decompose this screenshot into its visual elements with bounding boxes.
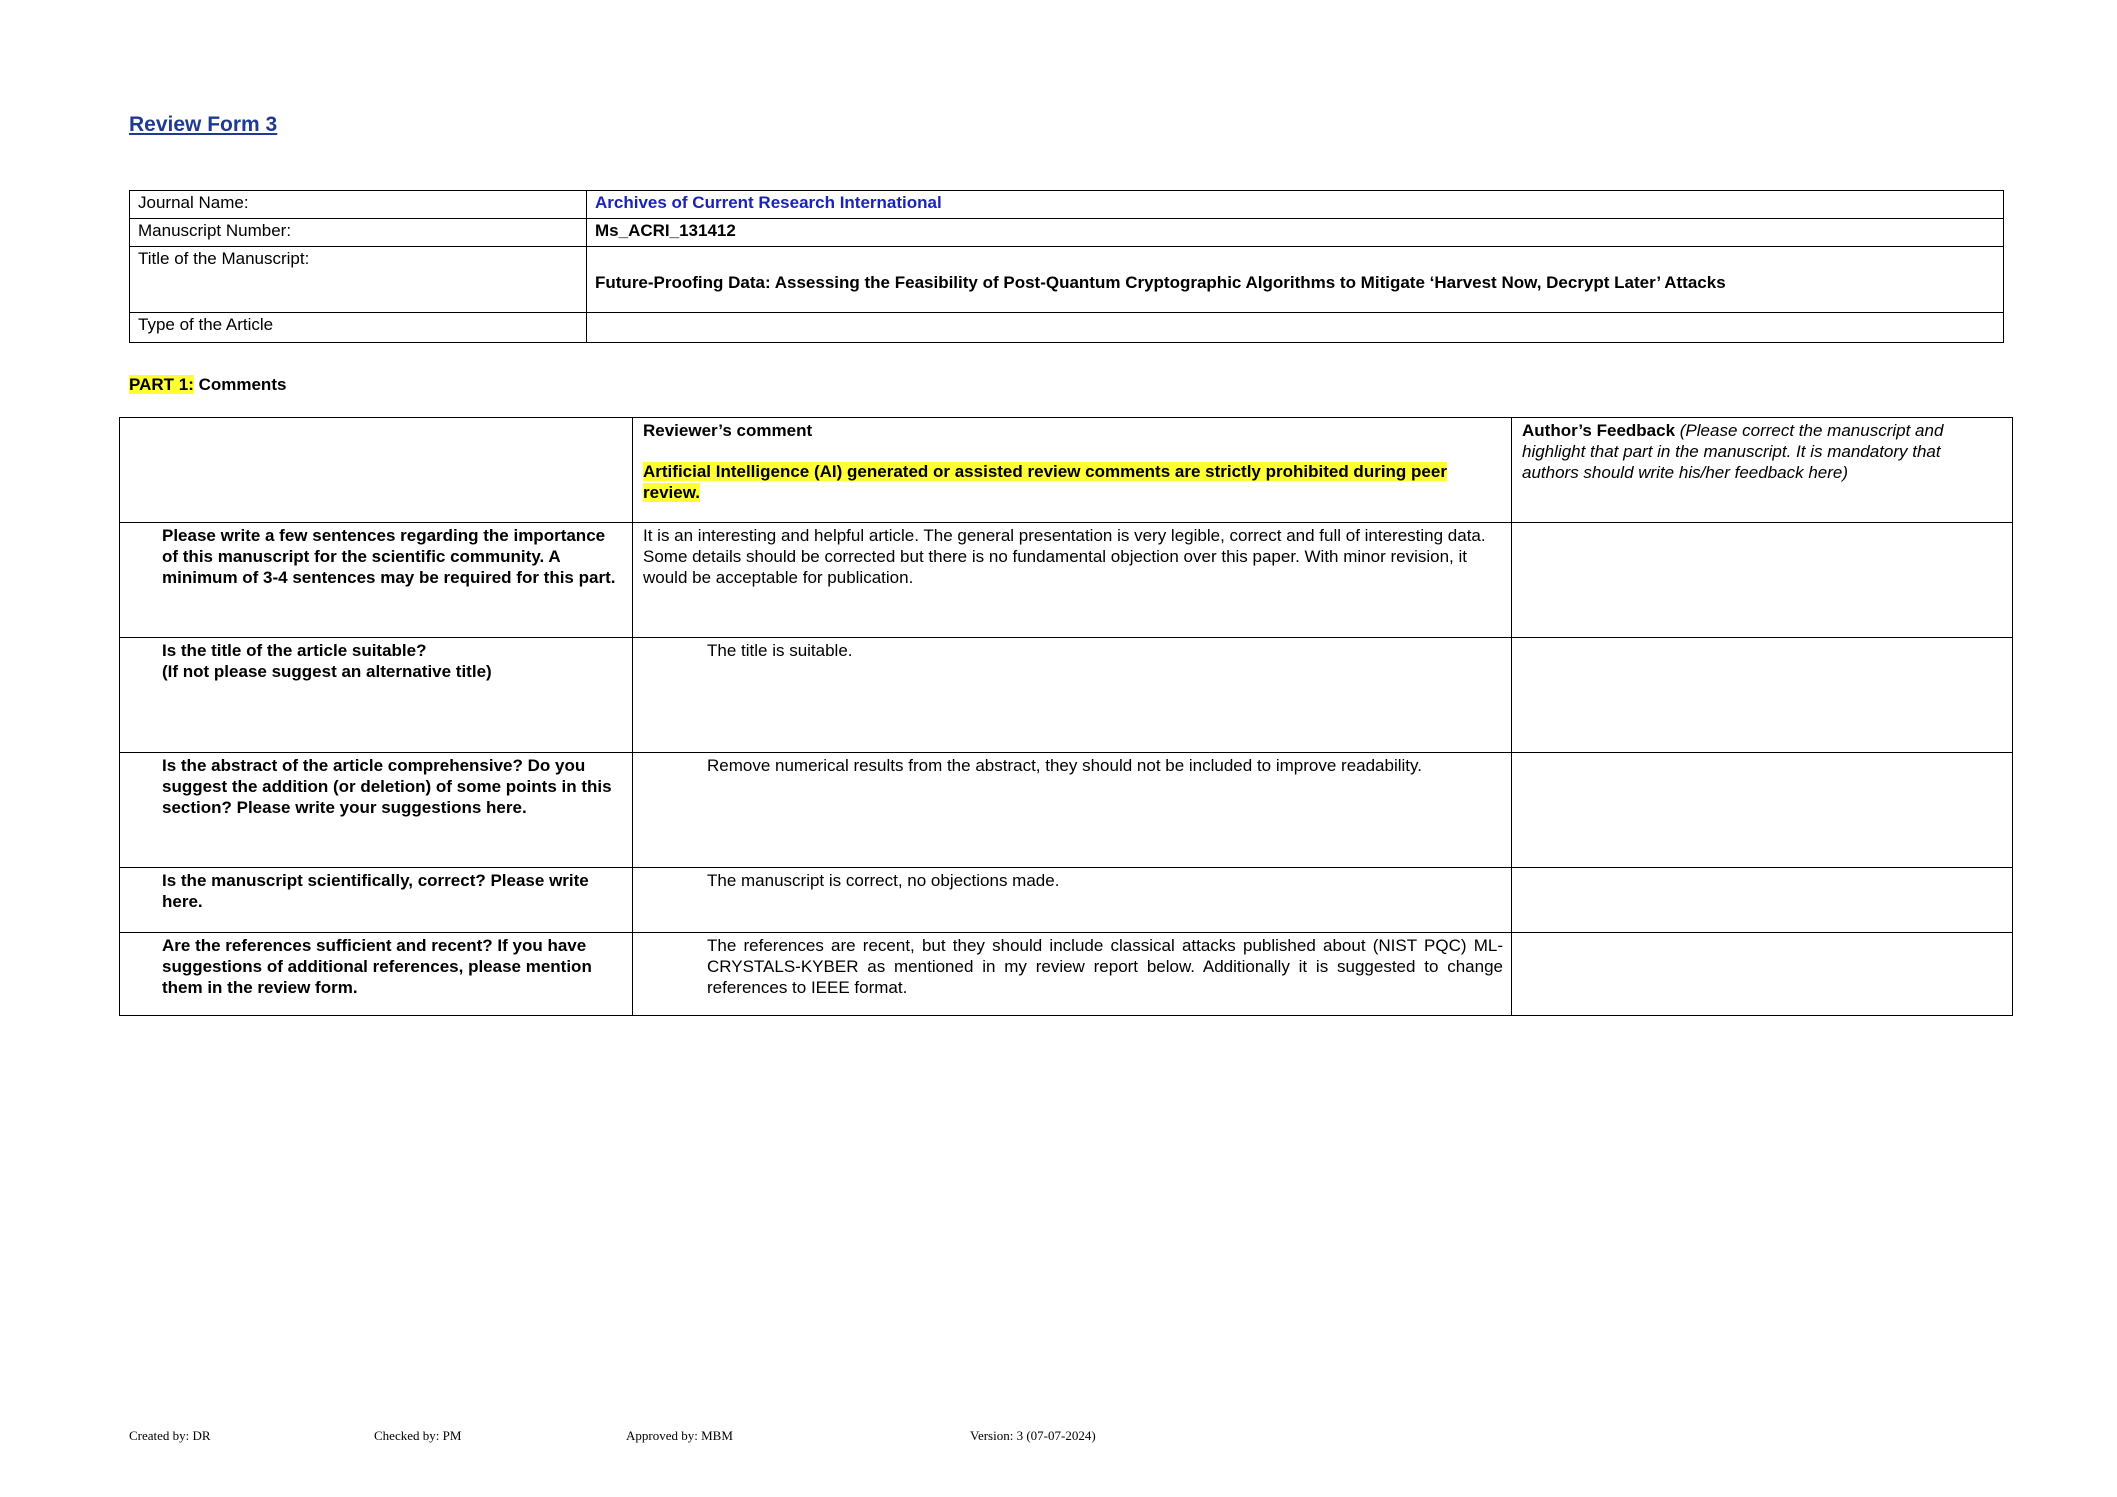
table-row <box>120 868 2013 933</box>
table-row <box>120 753 2013 868</box>
answer-cell[interactable]: The references are recent, but they should include classical attacks published about (NIST PQC) ML-CRYSTALS-KYBER as mentioned in my review report below. Additionally it is suggested to change references to IEEE format. <box>633 933 1512 1016</box>
question-text: Is the title of the article suitable? <box>162 641 427 660</box>
reviewer-header: Reviewer’s comment <box>643 421 813 440</box>
manuscript-title-label: Title of the Manuscript: <box>130 247 587 313</box>
table-row <box>120 933 2013 1016</box>
answer-cell[interactable]: It is an interesting and helpful article. The general presentation is very legible, correct and full of interesting data. Some details should be corrected but there is no fundamental objection over this paper. With minor revision, it would be acceptable for publication. <box>633 523 1512 638</box>
answer-cell[interactable]: The manuscript is correct, no objections made. <box>633 868 1512 933</box>
footer-checked: Checked by: PM <box>374 1428 462 1443</box>
question-cell: Is the manuscript scientifically, correct? Please write here. <box>120 868 633 933</box>
comments-header-row <box>120 418 2013 523</box>
feedback-cell[interactable] <box>1512 753 2013 868</box>
answer-cell[interactable]: Remove numerical results from the abstract, they should not be included to improve readability. <box>633 753 1512 868</box>
footer-approved: Approved by: MBM <box>626 1428 733 1443</box>
author-header-note: (Please correct the manuscript and highlight that part in the manuscript. It is mandatory that authors should write his/her feedback here) <box>1522 421 1944 482</box>
feedback-cell[interactable] <box>1512 933 2013 1016</box>
feedback-cell[interactable] <box>1512 523 2013 638</box>
article-type-value <box>587 313 2004 343</box>
manuscript-number-label: Manuscript Number: <box>130 219 587 247</box>
feedback-cell[interactable] <box>1512 868 2013 933</box>
part-title: Comments <box>193 375 287 394</box>
form-title: Review Form 3 <box>129 113 278 136</box>
manuscript-title-value: Future-Proofing Data: Assessing the Feasibility of Post-Quantum Cryptographic Algorithms to Mitigate ‘Harvest Now, Decrypt Later’ Attacks <box>587 247 2004 313</box>
table-row <box>120 523 2013 638</box>
article-type-label: Type of the Article <box>130 313 587 343</box>
manuscript-number-value: Ms_ACRI_131412 <box>587 219 2004 247</box>
author-header: Author’s Feedback <box>1522 421 1676 440</box>
footer-version: Version: 3 (07-07-2024) <box>970 1428 1096 1443</box>
table-row <box>120 638 2013 753</box>
question-cell: Is the abstract of the article comprehensive? Do you suggest the addition (or deletion) of some points in this section? Please write your suggestions here. <box>120 753 633 868</box>
part-label: PART 1: <box>129 375 194 394</box>
question-cell: Please write a few sentences regarding the importance of this manuscript for the scientific community. A minimum of 3-4 sentences may be required for this part. <box>120 523 633 638</box>
question-cell <box>120 638 633 753</box>
manuscript-info-table <box>129 190 2004 343</box>
part-heading <box>129 375 286 395</box>
author-header-cell <box>1512 418 2013 523</box>
answer-cell[interactable]: The title is suitable. <box>633 638 1512 753</box>
feedback-cell[interactable] <box>1512 638 2013 753</box>
journal-label: Journal Name: <box>130 191 587 219</box>
footer-created: Created by: DR <box>129 1428 211 1443</box>
manuscript-number-row <box>130 219 2004 247</box>
journal-value: Archives of Current Research International <box>587 191 2004 219</box>
question-extra-text: (If not please suggest an alternative title) <box>162 662 492 681</box>
header-empty-cell <box>120 418 633 523</box>
article-type-row <box>130 313 2004 343</box>
ai-warning-wrap <box>643 461 1503 503</box>
journal-row <box>130 191 2004 219</box>
reviewer-header-cell <box>633 418 1512 523</box>
manuscript-title-row <box>130 247 2004 313</box>
ai-warning: Artificial Intelligence (AI) generated or assisted review comments are strictly prohibited during peer review. <box>643 462 1447 502</box>
question-cell: Are the references sufficient and recent? If you have suggestions of additional references, please mention them in the review form. <box>120 933 633 1016</box>
comments-table <box>119 417 2013 1016</box>
